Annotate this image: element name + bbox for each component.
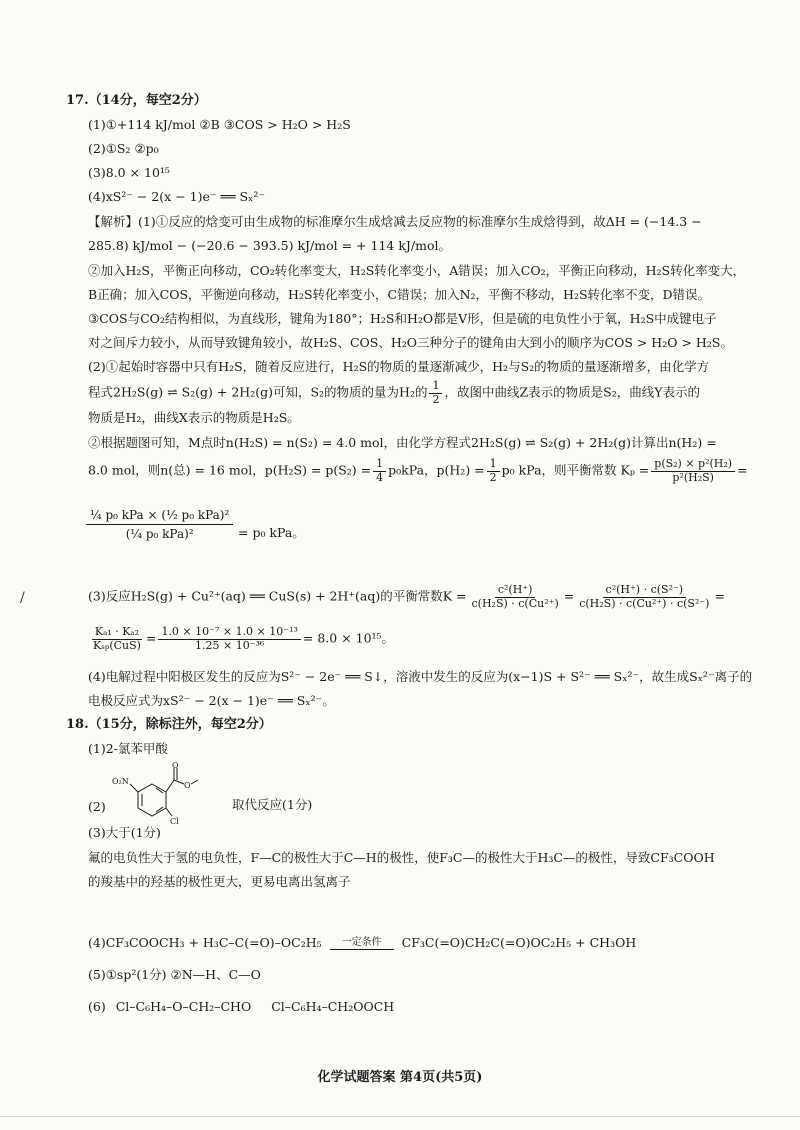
q17-explain-5b (88, 458, 748, 484)
q18-answer-5: (5)①sp²(1分) ②N—H、C—O (88, 967, 261, 982)
half-fraction-2 (487, 458, 500, 484)
k4-den: 1.25 × 10⁻³⁶ (195, 638, 265, 652)
q18-answer-3: (3)大于(1分) (88, 825, 161, 840)
quarter-den: 4 (376, 470, 384, 484)
q18-answer-2-label: (2) (88, 799, 106, 814)
kp-num: p(S₂) × p²(H₂) (651, 458, 735, 472)
k1-den: c(H₂S) · c(Cu²⁺) (471, 596, 559, 610)
reaction-arrow (330, 937, 394, 950)
svg-text:O₂N: O₂N (112, 777, 129, 786)
q17-explain-7b: 电极反应式为xS²⁻ − 2(x − 1)e⁻ ══ Sₓ²⁻。 (88, 693, 335, 708)
kp-den: p²(H₂S) (672, 470, 714, 484)
q18-answer-4-left: (4)CF₃COOCH₃ + H₃C–C(=O)–OC₂H₅ (88, 935, 322, 950)
q17-answer-3: (3)8.0 × 10¹⁵ (88, 165, 170, 180)
q18-answer-6-structure-1: Cl–C₆H₄–O–CH₂–CHO (115, 999, 252, 1014)
half-den: 2 (432, 392, 440, 406)
half-num-2: 1 (487, 458, 500, 472)
q17-answer-1: (1)①+114 kJ/mol ②B ③COS > H₂O > H₂S (88, 117, 351, 132)
q17-explain-5a: ②根据题图可知，M点时n(H₂S) = n(S₂) = 4.0 mol，由化学方程式2H₂S(g) ⇌ S₂(g) + 2H₂(g)计算出n(H₂) = (88, 435, 717, 450)
half-fraction (429, 380, 442, 406)
q17-explain-4b (88, 380, 700, 406)
kp-eq-sign: = (737, 462, 748, 478)
q17-explain-4b-post: ，故图中曲线Z表示的物质是S₂，曲线Y表示的 (444, 384, 700, 400)
q17-explain-5b-3: p₀ kPa，则平衡常数 Kₚ = (501, 462, 650, 478)
q18-answer-6-structure-2: Cl–C₆H₄–CH₂OOCH (271, 999, 395, 1014)
q18-answer-6-label: (6) (88, 999, 106, 1014)
q18-answer-4 (88, 936, 636, 950)
q17-header: 17.（14分，每空2分） (66, 93, 207, 108)
svg-text:Cl: Cl (170, 817, 179, 824)
q17-explain-5b-1: 8.0 mol，则n(总) = 16 mol，p(H₂S) = p(S₂) = (88, 462, 372, 478)
k2-den: c(H₂S) · c(Cu²⁺) · c(S²⁻) (579, 596, 710, 610)
quarter-fraction (373, 458, 386, 484)
q17-explain-3a: ③COS与CO₂结构相似，为直线形，键角为180°；H₂S和H₂O都是V形，但是硫的电负性小于氧，H₂S中成键电子 (88, 311, 717, 326)
reaction-condition: 一定条件 (341, 937, 382, 949)
q17-explain-1b: 285.8) kJ/mol − (−20.6 − 393.5) kJ/mol = + 114 kJ/mol。 (88, 238, 452, 253)
q17-explain-2a: ②加入H₂S，平衡正向移动，CO₂转化率变大，H₂S转化率变小，A错误；加入CO₂，平衡正向移动，H₂S转化率变大， (88, 263, 746, 278)
q17-explain-4b-pre: 程式2H₂S(g) ⇌ S₂(g) + 2H₂(g)可知，S₂的物质的量为H₂的 (88, 384, 428, 400)
svg-text:O: O (172, 762, 179, 770)
q17-explain-6 (88, 584, 725, 610)
arrow-line (330, 949, 394, 950)
k3-num: Kₐ₁ · Kₐ₂ (92, 626, 142, 640)
k1-fraction (469, 584, 562, 610)
kp-big-result: = p₀ kPa。 (238, 525, 305, 540)
q17-explain-3b: 对之间斥力较小，从而导致键角较小，故H₂S、COS、H₂O三种分子的键角由大到小的顺序为COS > H₂O > H₂S。 (88, 335, 733, 350)
methyl-nitro-chlorobenzoate-structure (112, 762, 200, 824)
q18-answer-1: (1)2-氯苯甲酸 (88, 741, 168, 756)
k3-eq: = (145, 630, 157, 646)
q18-explain-a: 氟的电负性大于氢的电负性，F—C的极性大于C—H的极性，使F₃C—的极性大于H₃C—的极性，导致CF₃COOH (88, 850, 715, 865)
k3-fraction (90, 626, 144, 652)
page-footer: 化学试题答案 第4页(共5页) (317, 1070, 483, 1085)
q18-answer-2-type: 取代反应(1分) (232, 797, 313, 812)
page-bottom-edge (0, 1116, 800, 1117)
q17-explain-4c: 物质是H₂，曲线X表示的物质是H₂S。 (88, 410, 300, 425)
q18-answer-4-right: CF₃C(=O)CH₂C(=O)OC₂H₅ + CH₃OH (401, 935, 637, 950)
q17-explain-6b (88, 626, 394, 652)
q17-explain-4a: (2)①起始时容器中只有H₂S，随着反应进行，H₂S的物质的量逐渐减少，H₂与S₂的物质的量逐渐增多，由化学方 (88, 359, 710, 374)
quarter-num: 1 (373, 458, 386, 472)
k4-num: 1.0 × 10⁻⁷ × 1.0 × 10⁻¹³ (158, 626, 300, 640)
q18-answer-6 (88, 1000, 394, 1014)
k-result: = 8.0 × 10¹⁵。 (302, 630, 395, 646)
q17-answer-4: (4)xS²⁻ − 2(x − 1)e⁻ ══ Sₓ²⁻ (88, 189, 265, 204)
q18-header: 18.（15分，除标注外，每空2分） (66, 717, 272, 732)
q17-explain-7a: (4)电解过程中阳极区发生的反应为S²⁻ − 2e⁻ ══ S↓，溶液中发生的反应为(x−1)S + S²⁻ ══ Sₓ²⁻，故生成Sₓ²⁻离子的 (88, 669, 753, 684)
kp-big-fraction (86, 508, 233, 541)
k1-eq: = (563, 588, 575, 604)
k1-num: c²(H⁺) (495, 584, 536, 598)
kp-big-den: (¼ p₀ kPa)² (125, 527, 194, 541)
svg-text:O: O (184, 781, 191, 790)
kp-big-num: ¼ p₀ kPa × (½ p₀ kPa)² (86, 508, 233, 525)
q17-answer-2: (2)①S₂ ②p₀ (88, 141, 159, 156)
k2-fraction (576, 584, 712, 610)
q17-explain-6-pre: (3)反应H₂S(g) + Cu²⁺(aq) ══ CuS(s) + 2H⁺(aq)的平衡常数K = (88, 588, 467, 604)
half-den-2: 2 (489, 470, 497, 484)
k2-eq: = (714, 588, 725, 604)
k4-fraction (158, 626, 300, 652)
q17-explain-2b: B正确；加入COS，平衡逆向移动，H₂S转化率变小，C错误；加入N₂，平衡不移动，H₂S转化率不变，D错误。 (88, 287, 711, 302)
k2-num: c²(H⁺) · c(S²⁻) (603, 584, 687, 598)
k3-den: Kₛₚ(CuS) (93, 638, 141, 652)
q18-explain-b: 的羧基中的羟基的极性更大，更易电离出氢离子 (88, 874, 351, 889)
kp-fraction (651, 458, 735, 484)
margin-mark: / (20, 590, 25, 606)
q17-explain-1a: 【解析】(1)①反应的焓变可由生成物的标准摩尔生成焓减去反应物的标准摩尔生成焓得到，故ΔH = (−14.3 − (88, 214, 702, 229)
q17-explain-5b-2: p₀kPa，p(H₂) = (388, 462, 485, 478)
half-num: 1 (429, 380, 442, 394)
